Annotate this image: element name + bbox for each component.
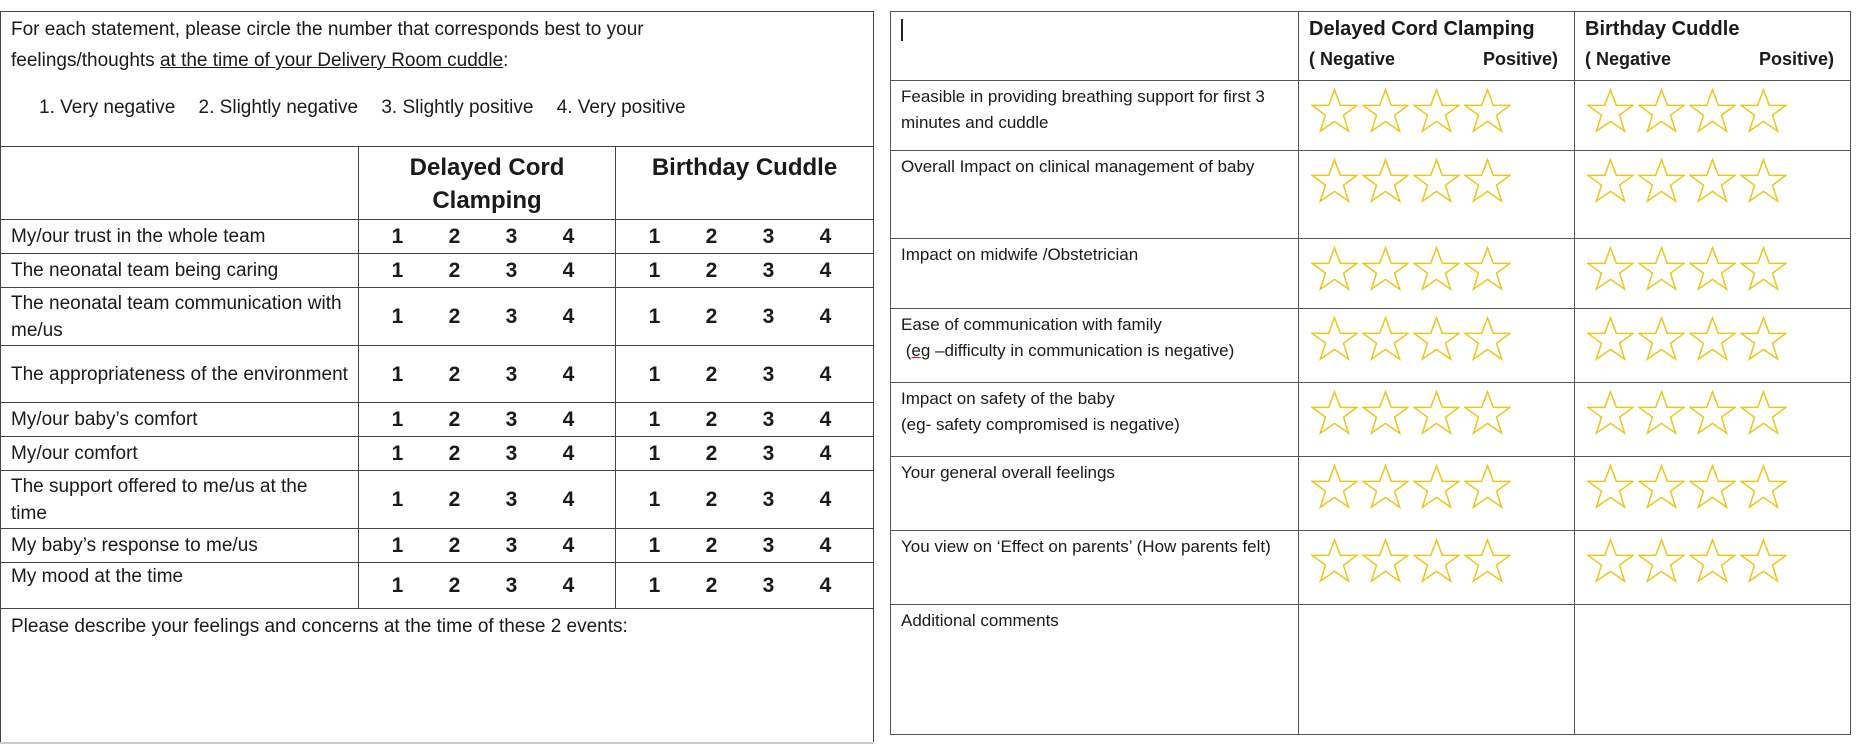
rating-options-dcc [359,254,616,288]
star-icon[interactable] [1740,463,1787,510]
star-icon[interactable] [1689,87,1736,134]
rating-number[interactable]: 3 [762,534,775,557]
star-icon[interactable] [1638,245,1685,292]
parent-feedback-form [0,11,875,741]
star-icon[interactable] [1587,245,1634,292]
rating-number[interactable]: 4 [562,362,575,386]
rating-number[interactable]: 1 [391,362,404,386]
star-icon[interactable] [1689,389,1736,436]
rating-options-cuddle [616,563,874,609]
star-icon[interactable] [1638,315,1685,362]
rating-number[interactable]: 2 [448,362,461,386]
star-rating-cuddle[interactable] [1575,383,1851,457]
rating-number[interactable]: 1 [648,442,661,465]
star-icon[interactable] [1587,537,1634,584]
rating-number[interactable]: 4 [562,305,575,328]
rating-number[interactable]: 1 [648,225,661,248]
criterion-midwife-impact: Impact on midwife /Obstetrician [891,239,1299,309]
rating-options-cuddle [616,437,874,471]
rating-number[interactable]: 4 [562,442,575,465]
star-icon[interactable] [1311,389,1358,436]
rating-number[interactable]: 4 [562,408,575,431]
star-icon[interactable] [1464,315,1511,362]
scale-item: 4. Very positive [556,97,686,118]
star-icon[interactable] [1740,315,1787,362]
rating-number[interactable]: 2 [705,574,718,597]
rating-number[interactable]: 3 [505,305,518,328]
star-icon[interactable] [1587,157,1634,204]
rating-number[interactable]: 2 [448,305,461,328]
star-icon[interactable] [1464,537,1511,584]
rating-options-cuddle [616,471,874,529]
star-icon[interactable] [1587,87,1634,134]
rating-number[interactable]: 2 [448,574,461,597]
rating-number[interactable]: 4 [562,534,575,557]
column-header-delayed-cord-clamping: Delayed Cord Clamping ( Negative Positive) [1299,12,1575,81]
star-icon[interactable] [1587,463,1634,510]
rating-number[interactable]: 1 [648,488,661,511]
rating-number[interactable]: 1 [648,534,661,557]
describe-feelings-field[interactable] [1,609,874,743]
criterion-effect-on-parents: You view on ‘Effect on parents’ (How parents felt) [891,531,1299,605]
star-icon[interactable] [1464,157,1511,204]
star-icon[interactable] [1413,245,1460,292]
comments-field-dcc[interactable] [1299,605,1575,735]
rating-number[interactable]: 4 [562,488,575,511]
describe-feelings-prompt: Please describe your feelings and concerns at the time of these 2 events: [11,616,628,637]
star-icon[interactable] [1311,87,1358,134]
star-icon[interactable] [1362,389,1409,436]
rating-number[interactable]: 4 [819,362,832,386]
rating-number[interactable]: 4 [562,574,575,597]
statement-label: My/our baby’s comfort [1,403,359,437]
star-icon[interactable] [1362,245,1409,292]
rating-number[interactable]: 1 [648,408,661,431]
comments-field-cuddle[interactable] [1575,605,1851,735]
criterion-baby-safety: Impact on safety of the baby (eg- safety compromised is negative) [891,383,1299,457]
instructions [1,12,874,147]
statement-label: The neonatal team communication with me/us [1,288,359,346]
rating-options-cuddle [616,346,874,403]
rating-number[interactable]: 2 [448,225,461,248]
criterion-overall-feelings: Your general overall feelings [891,457,1299,531]
rating-number[interactable]: 2 [705,488,718,511]
rating-options-dcc [359,220,616,254]
statement-row [1,220,874,254]
statement-row [1,288,874,346]
rating-number[interactable]: 2 [448,259,461,282]
rating-number[interactable]: 3 [762,259,775,282]
rating-number[interactable]: 2 [705,259,718,282]
rating-number[interactable]: 3 [762,408,775,431]
rating-number[interactable]: 4 [819,408,832,431]
rating-number[interactable]: 1 [391,534,404,557]
rating-number[interactable]: 1 [648,305,661,328]
rating-number[interactable]: 3 [505,362,518,386]
rating-number[interactable]: 1 [391,442,404,465]
rating-number[interactable]: 2 [705,408,718,431]
rating-number[interactable]: 2 [705,534,718,557]
statement-row [1,346,874,403]
star-icon[interactable] [1638,87,1685,134]
star-icon[interactable] [1740,157,1787,204]
rating-options-cuddle [616,254,874,288]
scale-item: 1. Very negative [39,97,176,118]
star-icon[interactable] [1413,389,1460,436]
star-icon[interactable] [1311,157,1358,204]
column-header-delayed-cord-clamping: Delayed Cord Clamping [359,147,616,220]
parent-feedback-table [0,11,874,742]
rating-number[interactable]: 2 [448,488,461,511]
rating-options-cuddle [616,403,874,437]
star-icon[interactable] [1689,245,1736,292]
statement-label: My mood at the time [1,563,359,609]
rating-number[interactable]: 1 [391,305,404,328]
rating-number[interactable]: 3 [505,442,518,465]
star-icon[interactable] [1464,389,1511,436]
star-rating-dcc[interactable] [1299,239,1575,309]
star-icon[interactable] [1464,245,1511,292]
column-header-birthday-cuddle: Birthday Cuddle ( Negative Positive) [1575,12,1851,81]
statement-label: My/our trust in the whole team [1,220,359,254]
statement-label: My/our comfort [1,437,359,471]
star-icon[interactable] [1638,389,1685,436]
star-icon[interactable] [1362,87,1409,134]
statement-row [1,563,874,609]
star-icon[interactable] [1362,463,1409,510]
star-rating-cuddle[interactable] [1575,81,1851,151]
star-icon[interactable] [1311,315,1358,362]
rating-options-dcc [359,288,616,346]
statement-header-cell [1,147,359,220]
star-icon[interactable] [1311,463,1358,510]
rating-number[interactable]: 3 [505,574,518,597]
clinician-feedback-form [890,11,1852,735]
rating-number[interactable]: 1 [648,362,661,386]
statement-label: The support offered to me/us at the time [1,471,359,529]
star-icon[interactable] [1638,537,1685,584]
rating-number[interactable]: 4 [819,574,832,597]
rating-number[interactable]: 4 [819,225,832,248]
rating-number[interactable]: 3 [505,534,518,557]
rating-options-dcc [359,346,616,403]
star-rating-dcc[interactable] [1299,531,1575,605]
statement-row [1,471,874,529]
statement-row [1,254,874,288]
rating-number[interactable]: 4 [819,442,832,465]
column-header-birthday-cuddle: Birthday Cuddle [616,147,874,220]
star-rating-cuddle[interactable] [1575,239,1851,309]
rating-options-dcc [359,529,616,563]
star-rating-cuddle[interactable] [1575,457,1851,531]
page-divider [0,742,873,744]
star-icon[interactable] [1638,463,1685,510]
rating-number[interactable]: 2 [705,362,718,386]
statement-label: My baby’s response to me/us [1,529,359,563]
star-icon[interactable] [1689,463,1736,510]
criterion-additional-comments: Additional comments [891,605,1299,735]
star-icon[interactable] [1464,463,1511,510]
rating-number[interactable]: 1 [648,574,661,597]
star-icon[interactable] [1689,537,1736,584]
rating-number[interactable]: 1 [391,408,404,431]
rating-number[interactable]: 4 [819,259,832,282]
instructions-line-2: feelings/thoughts at the time of your Delivery Room cuddle: [11,50,509,71]
rating-number[interactable]: 3 [762,362,775,386]
criterion-family-communication: Ease of communication with family (eg –difficulty in communication is negative) [891,309,1299,383]
rating-number[interactable]: 4 [819,305,832,328]
rating-number[interactable]: 3 [762,488,775,511]
rating-options-cuddle [616,220,874,254]
star-rating-dcc[interactable] [1299,383,1575,457]
rating-number[interactable]: 1 [648,259,661,282]
rating-number[interactable]: 1 [391,259,404,282]
rating-number[interactable]: 3 [762,225,775,248]
star-icon[interactable] [1362,315,1409,362]
rating-number[interactable]: 4 [562,259,575,282]
star-rating-cuddle[interactable] [1575,531,1851,605]
star-rating-cuddle[interactable] [1575,151,1851,239]
star-icon[interactable] [1689,157,1736,204]
rating-number[interactable]: 1 [391,574,404,597]
instructions-line-1: For each statement, please circle the number that corresponds best to your [11,19,644,40]
rating-number[interactable]: 2 [448,408,461,431]
rating-number[interactable]: 3 [762,442,775,465]
scale-item: 2. Slightly negative [198,97,359,118]
rating-number[interactable]: 3 [762,305,775,328]
star-icon[interactable] [1413,87,1460,134]
statement-row [1,437,874,471]
rating-number[interactable]: 1 [391,225,404,248]
rating-number[interactable]: 3 [505,408,518,431]
star-icon[interactable] [1413,463,1460,510]
star-icon[interactable] [1362,537,1409,584]
rating-options-dcc [359,403,616,437]
star-icon[interactable] [1740,389,1787,436]
rating-options-cuddle [616,529,874,563]
criteria-header-cell[interactable] [891,12,1299,81]
statement-label: The neonatal team being caring [1,254,359,288]
star-rating-dcc[interactable] [1299,309,1575,383]
rating-options-cuddle [616,288,874,346]
star-rating-dcc[interactable] [1299,151,1575,239]
rating-number[interactable]: 3 [505,259,518,282]
rating-number[interactable]: 3 [505,225,518,248]
rating-scale-legend [11,93,863,122]
rating-options-dcc [359,563,616,609]
rating-number[interactable]: 2 [448,442,461,465]
statement-row [1,529,874,563]
star-icon[interactable] [1740,87,1787,134]
star-icon[interactable] [1689,315,1736,362]
rating-number[interactable]: 1 [391,488,404,511]
star-icon[interactable] [1413,315,1460,362]
rating-number[interactable]: 4 [819,534,832,557]
rating-number[interactable]: 2 [705,442,718,465]
star-icon[interactable] [1638,157,1685,204]
star-icon[interactable] [1362,157,1409,204]
star-icon[interactable] [1311,245,1358,292]
star-icon[interactable] [1587,389,1634,436]
star-icon[interactable] [1740,245,1787,292]
star-rating-dcc[interactable] [1299,81,1575,151]
clinician-feedback-table [890,11,1851,735]
rating-number[interactable]: 3 [505,488,518,511]
statement-row [1,403,874,437]
rating-number[interactable]: 2 [705,305,718,328]
criterion-clinical-management: Overall Impact on clinical management of baby [891,151,1299,239]
rating-options-dcc [359,471,616,529]
scale-item: 3. Slightly positive [381,97,534,118]
star-icon[interactable] [1311,537,1358,584]
star-icon[interactable] [1464,87,1511,134]
rating-options-dcc [359,437,616,471]
star-icon[interactable] [1740,537,1787,584]
text-cursor [901,19,903,41]
criterion-feasibility: Feasible in providing breathing support for first 3 minutes and cuddle [891,81,1299,151]
star-rating-cuddle[interactable] [1575,309,1851,383]
rating-number[interactable]: 2 [448,534,461,557]
star-rating-dcc[interactable] [1299,457,1575,531]
rating-number[interactable]: 4 [819,488,832,511]
rating-number[interactable]: 4 [562,225,575,248]
star-icon[interactable] [1587,315,1634,362]
statement-label: The appropriateness of the environment [1,346,359,403]
rating-number[interactable]: 2 [705,225,718,248]
star-icon[interactable] [1413,157,1460,204]
rating-number[interactable]: 3 [762,574,775,597]
star-icon[interactable] [1413,537,1460,584]
